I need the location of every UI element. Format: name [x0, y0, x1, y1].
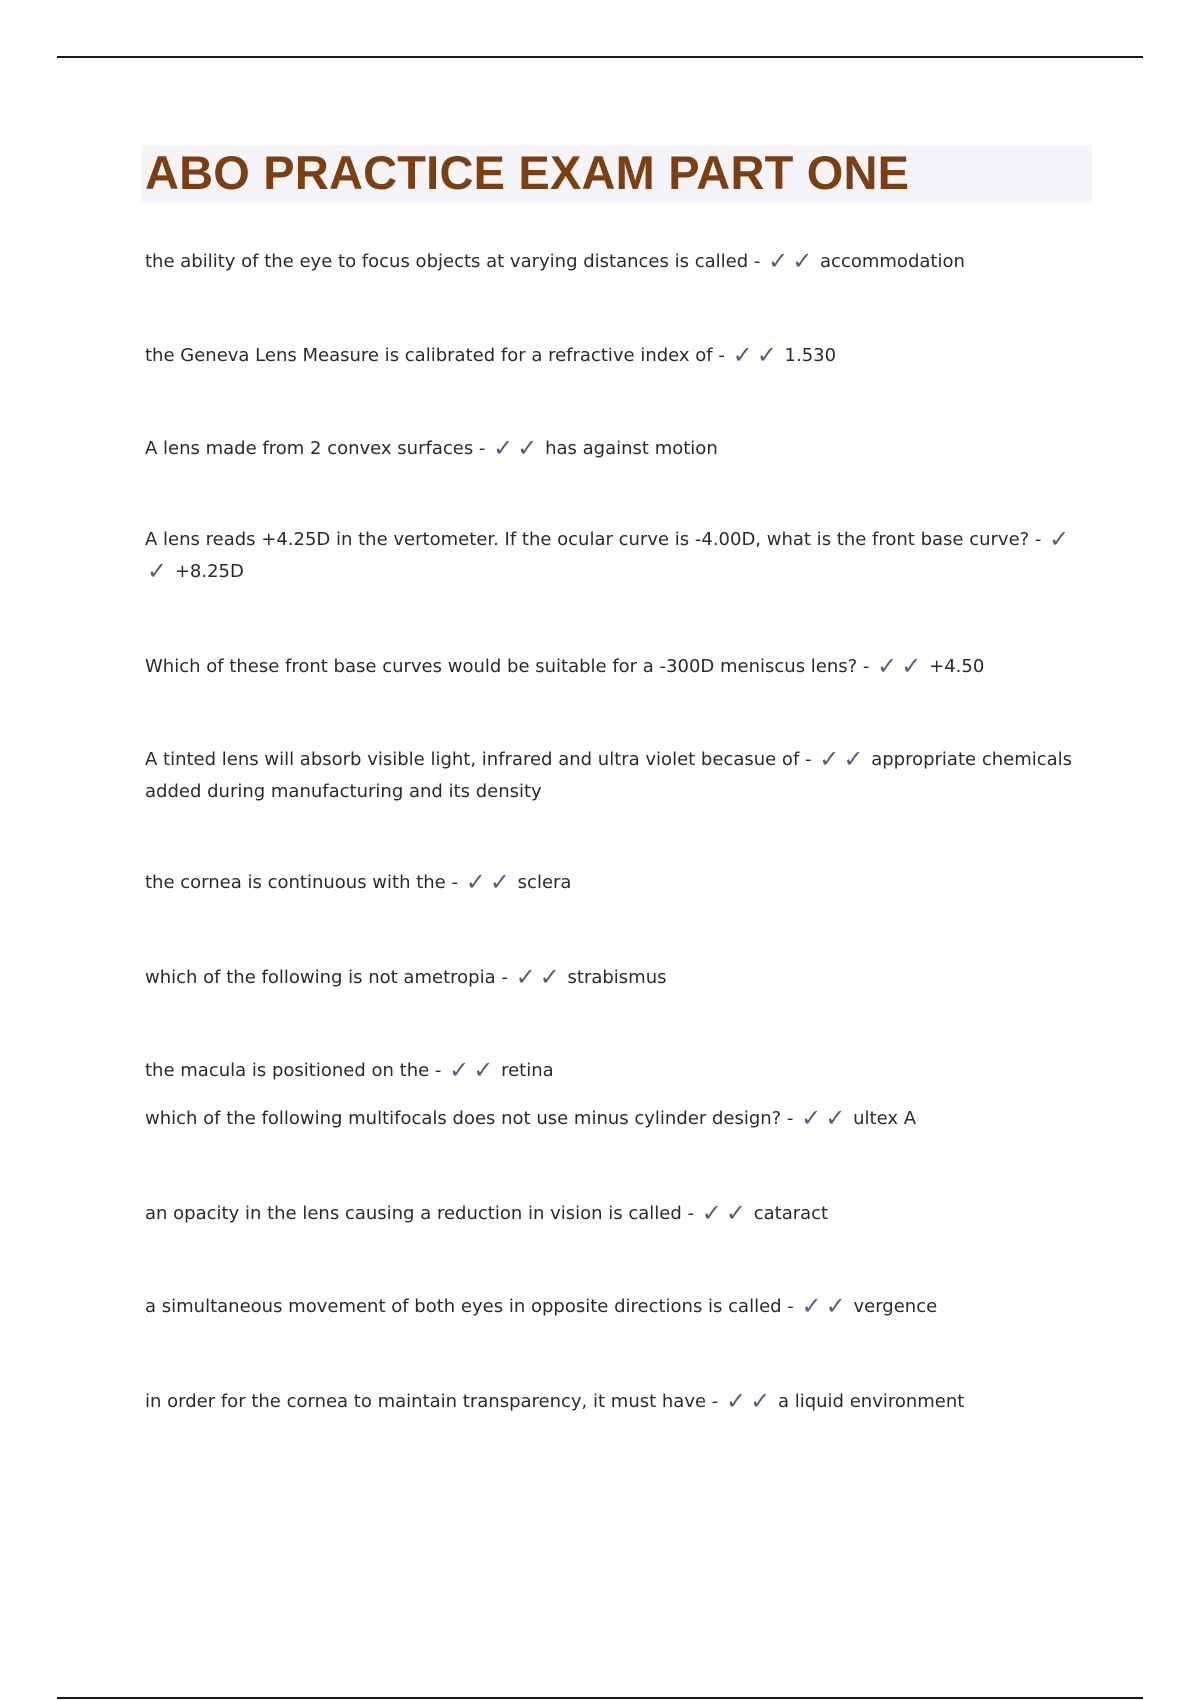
check-icon: ✓	[1049, 525, 1070, 553]
answer-text: ultex A	[853, 1108, 917, 1129]
check-icon: ✓	[801, 1104, 822, 1132]
qa-item-3	[145, 433, 1085, 465]
answer-text: +8.25D	[174, 561, 244, 582]
qa-item-9	[145, 1055, 1085, 1087]
check-icon: ✓	[473, 1056, 494, 1084]
question-text: which of the following is not ametropia -	[145, 967, 508, 988]
check-icon: ✓	[801, 1292, 822, 1320]
answer-text: a liquid environment	[777, 1391, 965, 1412]
qa-item-11	[145, 1198, 1085, 1230]
answer-text: retina	[501, 1060, 554, 1081]
qa-item-7	[145, 867, 1085, 899]
answer-text: strabismus	[567, 967, 667, 988]
check-icon: ✓	[756, 341, 777, 369]
check-icon: ✓	[726, 1387, 747, 1415]
answer-text: vergence	[853, 1296, 938, 1317]
check-icon: ✓	[489, 868, 510, 896]
check-icon: ✓	[819, 745, 840, 773]
check-icon: ✓	[792, 247, 813, 275]
check-icon: ✓	[732, 341, 753, 369]
check-icon: ✓	[768, 247, 789, 275]
question-text: A lens reads +4.25D in the vertometer. If the ocular curve is -4.00D, what is the front base curve? -	[145, 529, 1042, 550]
answer-text: 1.530	[784, 345, 837, 366]
question-text: Which of these front base curves would be suitable for a -300D meniscus lens? -	[145, 656, 870, 677]
bottom-divider	[57, 1697, 1143, 1699]
qa-item-5	[145, 651, 1085, 683]
check-icon: ✓	[147, 557, 168, 585]
check-icon: ✓	[825, 1292, 846, 1320]
question-text: a simultaneous movement of both eyes in opposite directions is called -	[145, 1296, 794, 1317]
answer-text: appropriate chemicals added during manufacturing and its density	[145, 749, 1073, 802]
qa-item-6	[145, 744, 1085, 808]
check-icon: ✓	[843, 745, 864, 773]
check-icon: ✓	[465, 868, 486, 896]
question-text: in order for the cornea to maintain transparency, it must have -	[145, 1391, 719, 1412]
check-icon: ✓	[725, 1199, 746, 1227]
check-icon: ✓	[493, 434, 514, 462]
top-divider	[57, 56, 1143, 58]
qa-item-12	[145, 1291, 1085, 1323]
question-text: the cornea is continuous with the -	[145, 872, 458, 893]
qa-item-1	[145, 246, 1085, 278]
check-icon: ✓	[449, 1056, 470, 1084]
answer-text: +4.50	[929, 656, 985, 677]
answer-text: has against motion	[545, 438, 718, 459]
qa-item-8	[145, 962, 1085, 994]
question-text: an opacity in the lens causing a reduction in vision is called -	[145, 1203, 695, 1224]
qa-item-10	[145, 1103, 1085, 1135]
question-text: which of the following multifocals does not use minus cylinder design? -	[145, 1108, 794, 1129]
qa-item-2	[145, 340, 1085, 372]
check-icon: ✓	[877, 652, 898, 680]
check-icon: ✓	[701, 1199, 722, 1227]
check-icon: ✓	[825, 1104, 846, 1132]
check-icon: ✓	[517, 434, 538, 462]
question-text: A tinted lens will absorb visible light, infrared and ultra violet becasue of -	[145, 749, 812, 770]
check-icon: ✓	[539, 963, 560, 991]
check-icon: ✓	[901, 652, 922, 680]
check-icon: ✓	[515, 963, 536, 991]
answer-text: accommodation	[820, 251, 965, 272]
question-text: the macula is positioned on the -	[145, 1060, 442, 1081]
qa-item-4	[145, 524, 1085, 588]
question-text: the ability of the eye to focus objects at varying distances is called -	[145, 251, 761, 272]
question-text: the Geneva Lens Measure is calibrated for a refractive index of -	[145, 345, 725, 366]
answer-text: sclera	[517, 872, 572, 893]
check-icon: ✓	[750, 1387, 771, 1415]
question-text: A lens made from 2 convex surfaces -	[145, 438, 486, 459]
answer-text: cataract	[753, 1203, 829, 1224]
page-title: ABO PRACTICE EXAM PART ONE	[145, 146, 910, 199]
qa-item-13	[145, 1386, 1085, 1418]
